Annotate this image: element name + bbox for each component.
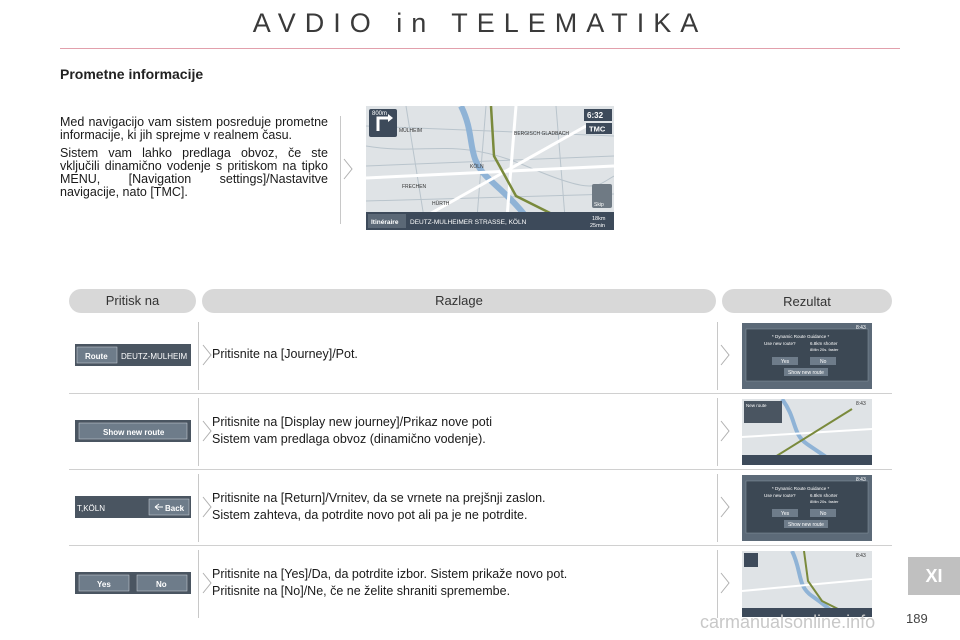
column-divider [717, 550, 718, 618]
result-screenshot-dialog [742, 475, 872, 541]
dialog-shorter: 6.8km shorter [810, 341, 838, 346]
chapter-tab: XI [908, 557, 960, 595]
dialog-show-route: Show new route [788, 370, 824, 376]
watermark: carmanualsonline.info [700, 612, 876, 632]
column-header-result: Rezultat [722, 289, 892, 313]
chevron-right-icon [202, 496, 212, 518]
back-label: Back [165, 504, 185, 513]
intro-text [60, 116, 328, 199]
dialog-question: Use new route? [764, 493, 796, 498]
chevron-right-icon [720, 420, 730, 442]
explanation-text [212, 346, 358, 363]
dialog-show-route: Show new route [788, 522, 824, 528]
chevron-right-icon [720, 572, 730, 594]
result-screenshot-dialog [742, 323, 872, 389]
explanation-line: Pritisnite na [Return]/Vrnitev, da se vrnete na prejšnji zaslon. [212, 491, 546, 505]
table-row [69, 394, 892, 470]
dialog-faster: 8Min 20s. faster [810, 499, 839, 504]
street-label: T,KÖLN [77, 504, 106, 513]
map-distance: 800m [372, 111, 388, 117]
map-street: DEUTZ-MULHEIMER STRASSE, KÖLN [410, 219, 527, 226]
map-place: KÖLN [470, 164, 484, 170]
explanation-line: Pritisnite na [Journey]/Pot. [212, 347, 358, 361]
no-label: No [156, 580, 167, 589]
street-label: DEUTZ-MULHEIM [121, 352, 188, 361]
map-remaining-distance: 18km [592, 216, 606, 222]
map-itinerary-button: Itinéraire [371, 219, 399, 226]
explanation-text [212, 490, 546, 524]
column-header-explanation: Razlage [202, 289, 716, 313]
section-title: Prometne informacije [60, 66, 204, 82]
map-place: MÜLHEIM [399, 128, 423, 134]
yes-no-buttons-image [75, 572, 191, 594]
column-divider [717, 398, 718, 466]
map-place: FRECHEN [402, 184, 427, 190]
dialog-yes: Yes [781, 511, 790, 517]
column-divider [198, 322, 199, 390]
result-screenshot-new-route-map [742, 399, 872, 465]
back-button-image [75, 496, 191, 518]
page-number: 189 [906, 611, 928, 626]
dialog-shorter: 6.8km shorter [810, 493, 838, 498]
dialog-clock: 8:43 [856, 477, 866, 483]
navigation-map-screenshot [366, 106, 614, 230]
chevron-right-icon [202, 420, 212, 442]
dialog-clock: 8:43 [856, 325, 866, 331]
dialog-title: * Dynamic Route Guidance * [772, 334, 830, 339]
intro-paragraph-2: Sistem vam lahko predlaga obvoz, če ste vključili dinamično vodenje s pritiskom na tipko MENU, [Navigation settings]/Nastavitve navigacije, nato [TMC]. [60, 146, 328, 199]
page-title: AVDIO in TELEMATIKA [252, 8, 708, 38]
explanation-line: Sistem vam predlaga obvoz (dinamično vodenje). [212, 432, 486, 446]
map-place: BERGISCH GLADBACH [514, 131, 570, 137]
column-divider [198, 474, 199, 542]
chevron-right-icon [720, 496, 730, 518]
new-route-label: New route [746, 403, 767, 408]
explanation-line: Pritisnite na [Display new journey]/Prikaz nove poti [212, 415, 492, 429]
dialog-title: * Dynamic Route Guidance * [772, 486, 830, 491]
explanation-text [212, 414, 492, 448]
show-new-route-button-image [75, 420, 191, 442]
map-clock: 6:32 [587, 111, 604, 120]
dialog-question: Use new route? [764, 341, 796, 346]
explanation-line: Sistem zahteva, da potrdite novo pot ali pa je ne potrdite. [212, 508, 528, 522]
route-label: Route [85, 352, 108, 361]
map-clock: 8:43 [856, 553, 866, 559]
dialog-no: No [820, 359, 827, 365]
route-button-image [75, 344, 191, 366]
explanation-text [212, 566, 567, 600]
table-row [69, 318, 892, 394]
column-divider [717, 322, 718, 390]
column-divider [198, 398, 199, 466]
chevron-right-icon [202, 344, 212, 366]
chevron-right-icon [202, 572, 212, 594]
chevron-right-icon [343, 158, 353, 180]
column-divider [198, 550, 199, 618]
explanation-line: Pritisnite na [No]/Ne, če ne želite shraniti spremembe. [212, 584, 511, 598]
table-row [69, 546, 892, 622]
map-skip-button: Skip [594, 202, 604, 208]
table-row [69, 470, 892, 546]
intro-divider [340, 116, 341, 224]
column-header-press: Pritisk na [69, 289, 196, 313]
explanation-line: Pritisnite na [Yes]/Da, da potrdite izbor. Sistem prikaže novo pot. [212, 567, 568, 581]
chevron-right-icon [720, 344, 730, 366]
show-new-route-label: Show new route [103, 428, 165, 437]
yes-label: Yes [97, 580, 111, 589]
map-tmc-badge: TMC [589, 124, 606, 134]
dialog-no: No [820, 511, 827, 517]
map-place: HÜRTH [432, 201, 450, 207]
map-remaining-time: 25min [590, 223, 605, 229]
dialog-faster: 8Min 20s. faster [810, 347, 839, 352]
map-clock: 8:43 [856, 401, 866, 407]
column-divider [717, 474, 718, 542]
dialog-yes: Yes [781, 359, 790, 365]
intro-paragraph-1: Med navigacijo vam sistem posreduje prometne informacije, ki jih sprejme v realnem času. [60, 115, 328, 142]
result-screenshot-navigation-map [742, 551, 872, 617]
title-divider [60, 48, 900, 49]
